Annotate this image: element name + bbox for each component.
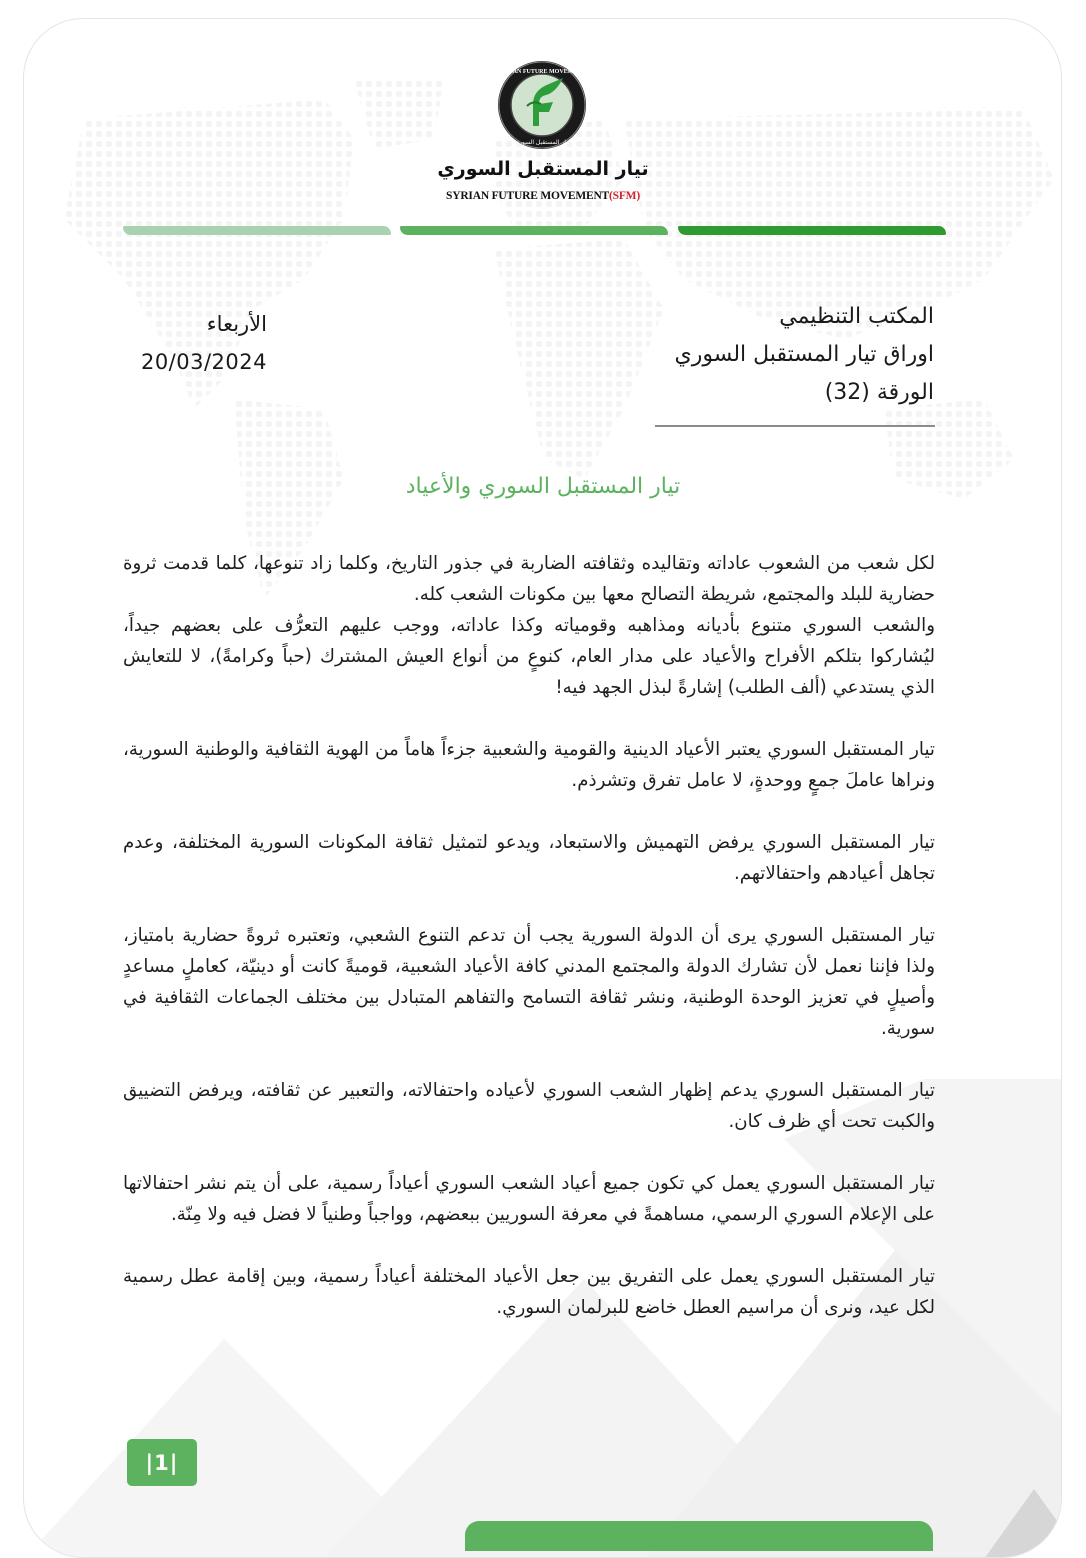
document-meta — [675, 298, 935, 412]
paragraph: تيار المستقبل السوري يعمل على التفريق بين جعل الأعياد المختلفة أعياداً رسمية، وبين إقامة عطل رسمية لكل عيد، ونرى أن مراسيم العطل خاضع للبرلمان السوري. — [123, 1266, 935, 1318]
paragraph: والشعب السوري متنوع بأديانه ومذاهبه وقومياته وكذا عاداته، ووجب عليهم التعرُّف على بعضهم جيداً، ليُشاركوا بتلكم الأفراح والأعياد على مدار العام، كنوعٍ من أنواع العيش المشترك (حباً وكرامةً)، لا للتعايش الذي يستدعي (ألف الطلب) إشارةً لبذل الجهد فيه! — [123, 615, 935, 698]
paragraph: تيار المستقبل السوري يعمل كي تكون جميع أعياد الشعب السوري أعياداً رسمية، على أن يتم نشر احتفالاتها على الإعلام السوري الرسمي، مساهمةً في معرفة السوريين ببعضهم، وواجباً وطنياً لا فضل فيه ولا مِنّة. — [123, 1173, 935, 1225]
paragraph: تيار المستقبل السوري يعتبر الأعياد الدينية والقومية والشعبية جزءاً هاماً من الهوية الثقافية والوطنية السورية، ونراها عاملَ جمعٍ ووحدةٍ، لا عامل تفرق وتشرذم. — [123, 739, 935, 791]
footer-green-bar — [465, 1521, 933, 1551]
svg-text:تيار المستقبل السوري: تيار المستقبل السوري — [514, 139, 570, 146]
series-name: اوراق تيار المستقبل السوري — [674, 342, 934, 367]
document-title: تيار المستقبل السوري والأعياد — [405, 474, 681, 499]
brand-name-arabic: تيار المستقبل السوري — [437, 158, 649, 180]
page-number-badge: |1| — [127, 1439, 197, 1486]
office-name: المكتب التنظيمي — [779, 304, 934, 329]
paragraph: تيار المستقبل السوري يدعم إظهار الشعب السوري لأعياده واحتفالاته، والتعبير عن ثقافته، ويرفض التضييق والكبت تحت أي ظرف كان. — [123, 1080, 935, 1132]
brand-name-english — [0, 190, 1086, 202]
decorative-bar-medium — [400, 226, 668, 235]
brand-name-en-text: SYRIAN FUTURE MOVEMENT — [446, 190, 610, 202]
date: 20/03/2024 — [140, 350, 267, 374]
paragraph: تيار المستقبل السوري يرفض التهميش والاستبعاد، ويدعو لتمثيل ثقافة المكونات السورية المختلفة، وعدم تجاهل أعيادهم واحتفالاتهم. — [123, 832, 935, 884]
paragraph: لكل شعب من الشعوب عاداته وتقاليده وثقافته الضاربة في جذور التاريخ، وكلما زاد تنوعها، كلما قدمت ثروة حضارية للبلد والمجتمع، شريطة التصالح معها بين مكونات الشعب كله. — [123, 553, 935, 605]
svg-text:SYRIAN FUTURE MOVEMENT: SYRIAN FUTURE MOVEMENT — [498, 69, 586, 75]
document-body — [123, 548, 935, 1354]
weekday: الأربعاء — [206, 312, 267, 336]
sfm-logo — [497, 60, 587, 150]
brand-abbreviation: (SFM) — [609, 190, 640, 202]
document-date-block — [134, 305, 267, 381]
decorative-bar-dark — [678, 226, 946, 235]
meta-divider — [655, 425, 935, 427]
paragraph: تيار المستقبل السوري يرى أن الدولة السورية يجب أن تدعم التنوع الشعبي، وتعتبره ثروةً حضارية بامتياز، ولذا فإننا نعمل لأن تشارك الدولة والمجتمع المدني كافة الأعياد الشعبية، قوميةً كانت أو دينيّة، كعاملٍ مساعدٍ وأصيلٍ في تعزيز الوحدة الوطنية، ونشر ثقافة التسامح والتفاهم المتبادل بين مختلف الجماعات الثقافية في سورية. — [123, 925, 935, 1039]
decorative-bar-light — [123, 226, 391, 235]
header-decorative-bars — [123, 226, 946, 236]
paper-number: الورقة (32) — [824, 380, 934, 405]
